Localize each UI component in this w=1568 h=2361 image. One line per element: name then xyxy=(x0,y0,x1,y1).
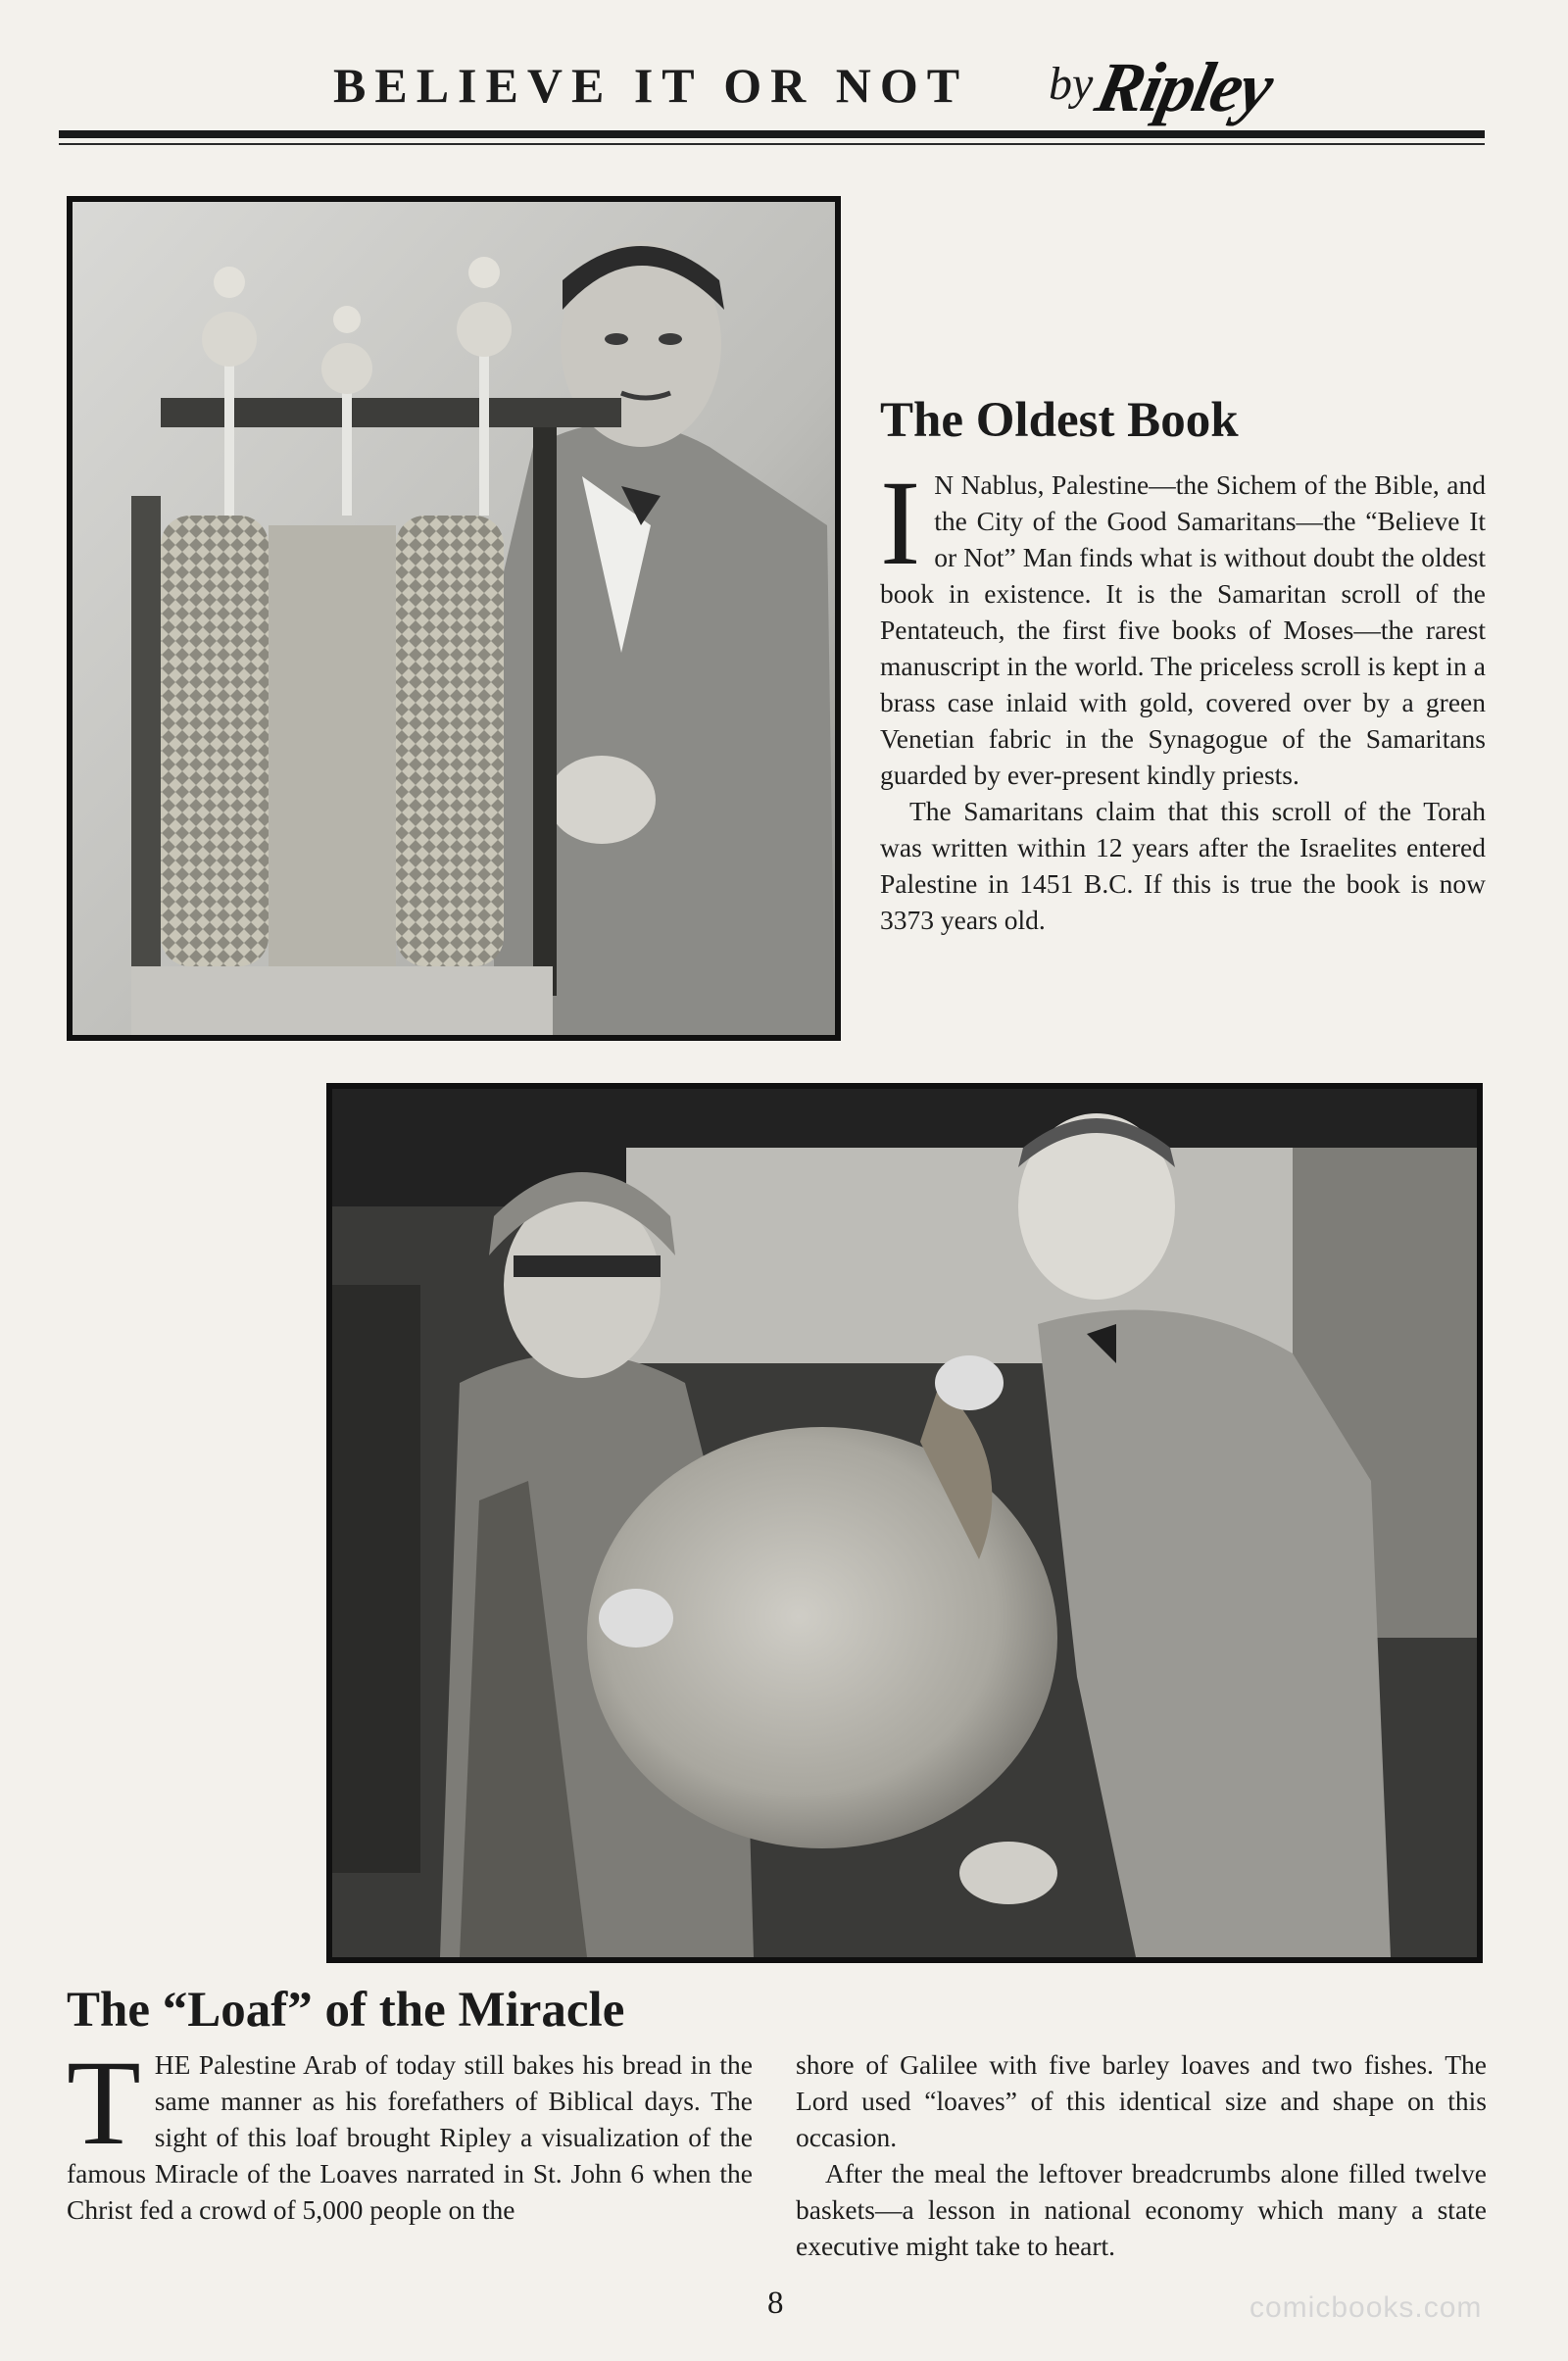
loaf-column-2 xyxy=(796,2046,1487,2264)
loaf-paragraph-1 xyxy=(67,2036,753,2228)
loaf-headline: The “Loaf” of the Miracle xyxy=(67,1983,625,2038)
loaf-column-1 xyxy=(67,2036,753,2228)
header-rule-thick xyxy=(59,130,1485,138)
ripley-logo: Ripley xyxy=(1089,48,1279,126)
scroll-photo xyxy=(67,196,841,1041)
watermark: comicbooks.com xyxy=(1250,2291,1483,2324)
loaf-paragraph-2: shore of Galilee with five barley loaves and two fishes. The Lord used “loaves” of this identical size and shape on this occasion. xyxy=(796,2049,1487,2152)
oldest-book-article xyxy=(880,392,1486,938)
loaf-paragraph-3: After the meal the leftover breadcrumbs alone filled twelve baskets—a lesson in national economy which many a state executive might take to heart. xyxy=(796,2158,1487,2261)
byline-by: by xyxy=(1049,58,1094,110)
oldest-book-paragraph-1 xyxy=(880,456,1486,793)
header-rule-thin xyxy=(59,143,1485,145)
oldest-book-dropcap: I xyxy=(880,456,921,590)
scroll-photo-image xyxy=(73,202,835,1035)
loaf-photo-image xyxy=(332,1089,1477,1957)
oldest-book-paragraph-2: The Samaritans claim that this scroll of the Torah was written within 12 years after the Israelites entered Palestine in 1451 B.C. If this is true the book is now 3373 years old. xyxy=(880,796,1486,935)
loaf-dropcap: T xyxy=(67,2036,141,2170)
oldest-book-headline: The Oldest Book xyxy=(880,393,1239,448)
loaf-photo xyxy=(326,1083,1483,1963)
loaf-paragraph-1-text: HE Palestine Arab of today still bakes his bread in the same manner as his forefathers of Biblical days. The sight of this loaf brought Ripley a visualization of the famous Miracle of the Loaves narrated in St. John 6 when the Christ fed a crowd of 5,000 people on the xyxy=(67,2049,753,2225)
page-number: 8 xyxy=(767,2286,784,2321)
oldest-book-body xyxy=(880,456,1486,938)
magazine-title: BELIEVE IT OR NOT xyxy=(333,58,969,113)
oldest-book-paragraph-1-text: N Nablus, Palestine—the Sichem of the Bible, and the City of the Good Samaritans—the “Believe It or Not” Man finds what is without doubt the oldest book in existence. It is the Samaritan scroll of the Pentateuch, the first five books of Moses—the rarest manuscript in the world. The priceless scroll is kept in a brass case inlaid with gold, covered over by a green Venetian fabric in the Synagogue of the Samaritans guarded by ever-present kindly priests. xyxy=(880,469,1486,790)
